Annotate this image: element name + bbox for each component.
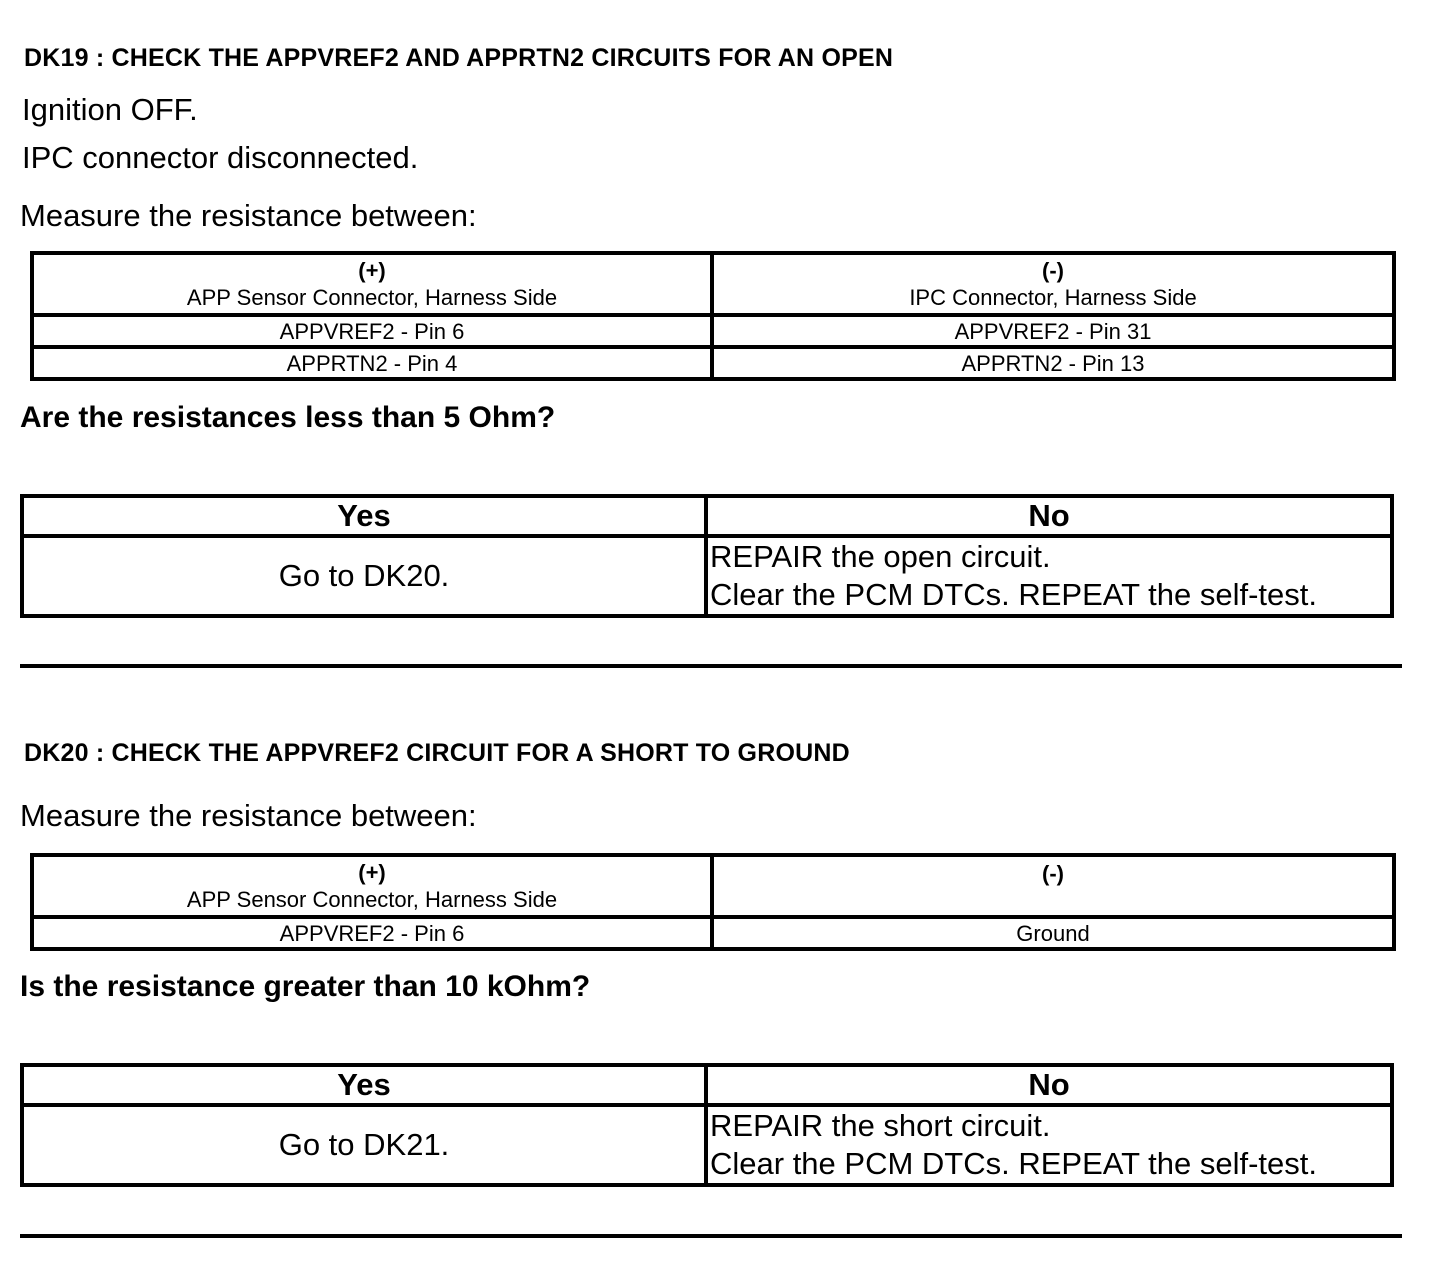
yes-action: Go to DK20. [22,536,706,616]
dk19-decision-table [20,494,1394,618]
dk19-measurement-table [30,251,1396,381]
table-cell: APPRTN2 - Pin 4 [32,347,712,379]
yes-header: Yes [22,496,706,536]
table-row [32,315,1394,347]
dk20-heading: DK20 : CHECK THE APPVREF2 CIRCUIT FOR A SHORT TO GROUND [24,739,850,767]
section-divider [20,1234,1402,1238]
minus-label: IPC Connector, Harness Side [909,285,1197,310]
yes-action: Go to DK21. [22,1105,706,1185]
dk19-condition-connector: IPC connector disconnected. [22,140,419,175]
table-cell: Ground [712,917,1394,949]
table-cell: APPRTN2 - Pin 13 [712,347,1394,379]
no-action-line: Clear the PCM DTCs. REPEAT the self-test. [710,577,1317,612]
dk19-minus-header [712,253,1394,315]
dk20-decision-table [20,1063,1394,1187]
section-divider [20,664,1402,668]
dk20-plus-header [32,855,712,917]
dk19-question: Are the resistances less than 5 Ohm? [20,401,556,434]
dk20-measurement-table [30,853,1396,951]
plus-symbol: (+) [358,258,386,283]
no-header: No [706,496,1392,536]
table-row [32,347,1394,379]
dk19-measure-instruction: Measure the resistance between: [20,198,477,233]
plus-label: APP Sensor Connector, Harness Side [186,285,558,310]
yes-header: Yes [22,1065,706,1105]
dk19-condition-ignition: Ignition OFF. [22,92,198,127]
plus-symbol: (+) [358,860,386,885]
no-action [706,536,1392,616]
dk20-question: Is the resistance greater than 10 kOhm? [20,970,591,1003]
no-action-line: REPAIR the short circuit. [710,1108,1051,1143]
table-row [32,917,1394,949]
minus-symbol: (-) [1042,861,1064,886]
table-cell: APPVREF2 - Pin 31 [712,315,1394,347]
dk19-plus-header [32,253,712,315]
no-action [706,1105,1392,1185]
dk19-heading: DK19 : CHECK THE APPVREF2 AND APPRTN2 CIRCUITS FOR AN OPEN [24,44,894,72]
dk20-minus-header [712,855,1394,917]
dk20-measure-instruction: Measure the resistance between: [20,798,477,833]
no-header: No [706,1065,1392,1105]
table-cell: APPVREF2 - Pin 6 [32,315,712,347]
plus-label: APP Sensor Connector, Harness Side [186,887,558,912]
no-action-line: Clear the PCM DTCs. REPEAT the self-test. [710,1146,1317,1181]
minus-symbol: (-) [1042,258,1064,283]
no-action-line: REPAIR the open circuit. [710,539,1051,574]
table-cell: APPVREF2 - Pin 6 [32,917,712,949]
